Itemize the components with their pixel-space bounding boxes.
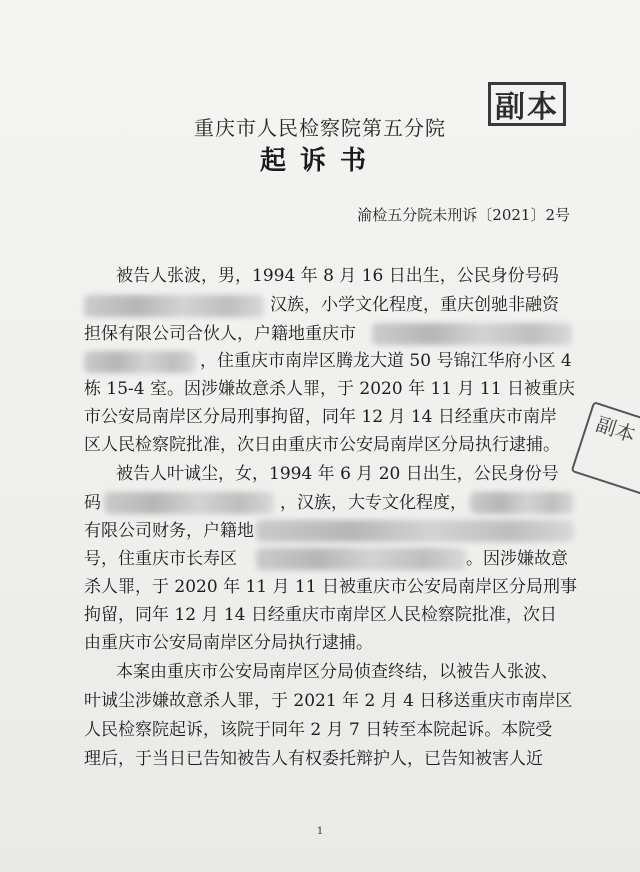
text-line: ，住重庆市南岸区腾龙大道 50 号锦江华府小区 4 bbox=[200, 351, 572, 371]
text-line: 栋 15-4 室。因涉嫌故意杀人罪，于 2020 年 11 月 11 日被重庆 bbox=[84, 379, 575, 399]
document-number: 渝检五分院未刑诉〔2021〕2号 bbox=[357, 206, 570, 224]
text-line: 区人民检察院批准，次日由重庆市公安局南岸区分局执行逮捕。 bbox=[84, 435, 560, 455]
text-line: 人民检察院起诉，该院于同年 2 月 7 日转至本院起诉。本院受 bbox=[84, 720, 553, 740]
text-line: 汉族，小学文化程度，重庆创驰非融资 bbox=[270, 295, 559, 315]
text-line: 市公安局南岸区分局刑事拘留，同年 12 月 14 日经重庆市南岸 bbox=[84, 407, 557, 427]
redacted-address bbox=[84, 351, 196, 373]
side-seal-text: 副本 bbox=[593, 411, 639, 448]
court-name: 重庆市人民检察院第五分院 bbox=[194, 116, 446, 140]
text-line: 理后，于当日已告知被告人有权委托辩护人，已告知被害人近 bbox=[84, 749, 543, 769]
text-line: 叶诚尘涉嫌故意杀人罪，于 2021 年 2 月 4 日移送重庆市南岸区 bbox=[84, 691, 573, 711]
redacted-address bbox=[372, 323, 572, 345]
copy-stamp-text: 副本 bbox=[495, 90, 559, 125]
text-line: 码 bbox=[84, 493, 101, 513]
redacted-address bbox=[256, 548, 466, 570]
redacted-id bbox=[84, 295, 264, 317]
text-line: 拘留，同年 12 月 14 日经重庆市南岸区人民检察院批准，次日 bbox=[84, 605, 557, 625]
text-line: 有限公司财务，户籍地 bbox=[84, 521, 254, 541]
text-line: 由重庆市公安局南岸区分局执行逮捕。 bbox=[84, 633, 373, 653]
text-line: 本案由重庆市公安局南岸区分局侦查终结，以被告人张波、 bbox=[116, 662, 558, 682]
text-line: 杀人罪，于 2020 年 11 月 11 日被重庆市公安局南岸区分局刑事 bbox=[84, 577, 577, 597]
page-number: 1 bbox=[316, 826, 324, 837]
document-title: 起诉书 bbox=[259, 146, 380, 176]
redacted-address bbox=[256, 520, 574, 542]
side-seal-stamp bbox=[571, 401, 640, 497]
text-line: ，汉族，大专文化程度， bbox=[280, 493, 467, 513]
text-line: 号，住重庆市长寿区 bbox=[84, 549, 237, 569]
redacted-employer bbox=[470, 492, 574, 514]
redacted-id bbox=[104, 492, 274, 514]
text-line: 被告人叶诚尘，女，1994 年 6 月 20 日出生，公民身份号 bbox=[116, 464, 559, 484]
text-line: 。因涉嫌故意 bbox=[466, 549, 568, 569]
text-line: 被告人张波，男，1994 年 8 月 16 日出生，公民身份号码 bbox=[116, 266, 559, 286]
text-line: 担保有限公司合伙人，户籍地重庆市 bbox=[84, 324, 356, 344]
